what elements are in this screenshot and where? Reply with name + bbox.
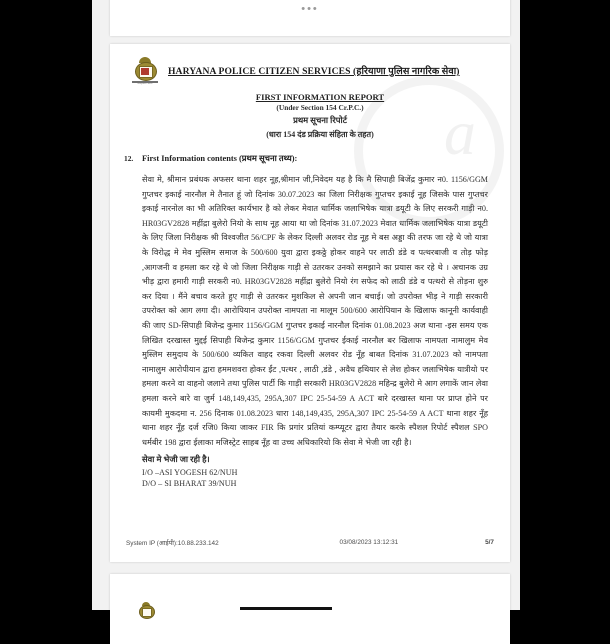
- report-title-block: [110, 92, 510, 140]
- emblem-caption: Haryana Police: [137, 83, 153, 85]
- document-footer: [110, 536, 510, 548]
- watermark-letter: a: [444, 97, 476, 168]
- next-page-emblem-icon: [138, 602, 154, 620]
- report-title-english: FIRST INFORMATION REPORT: [255, 92, 385, 102]
- document-header: [110, 44, 510, 140]
- previous-page-sliver[interactable]: [110, 0, 510, 36]
- section-first-information-contents: [110, 153, 510, 164]
- footer-page-number: 5/7: [485, 538, 494, 546]
- duty-officer-line: D/O – SI BHARAT 39/NUH: [142, 479, 237, 489]
- fir-contents-text: सेवा मे, श्रीमान प्रबंधक अफसर थाना शहर नूह,श्रीमान जी,निवेदम यह है कि मै सिपाही बिजेंद्र कुमार न0. 1156/GGM गुप्तचर इकाई नारनौल मे तैनात हूं जो दिनांक 30.07.2023 का जिला निरीक्षक गुप्तचर इकाई नूह जिसके पास गुप्तचर इकाई नारनोल का भी अतिरिक्त कार्यभार है को लेकर मेवात धार्मिक जलाभिषेक यात्रा डयूटी के लिए सरकरी गाड़ी न0. HR03GV2828 महींद्रा बुलेरो नियो के साथ नूह आया था जो दिनांक 31.07.2023 मेवात धार्मिक जलाभिषेक यात्रा डयूटी के लिए जिला निरीक्षक श्री विश्वजीत 56/CPF के लेकर दिल्ली अलवर रोड नूह मे बस अड्डा की तरफ जा रहे थे जो यात्रा के विरोद्ध मे मेव मुस्लिम समाज के 500/600 युवा द्वारा इकठ्ठे होकर वाहने पर लाठी डंडे व पत्थरबाजी व तोड़ फोड़ ,आगजनी व हमला कर रहे थे जो जिला निरीक्षक गाड़ी से उतरकर उनको समझाने का प्रयास कर रहे थे । अचानक उग्र भीड़ द्वारा हमारी गाड़ी सरकरी न0. HR03GV2828 महींद्रा बुलेरो नियो रंग सफेद को लाठी डंडे व पत्थरो से तोड़ना शुरु कर दिया । मैंने बचाव करते हुए गाड़ी से उतरकर मुशकिल से अपनी जान बचाई। जो उपरोक्त भीड़ ने गाड़ी सरकारी उपरोक्त को आग लगा दी। आरोपियान उपरोक्त नामपता ना मालूम 500/600 आरोपियान के खिलाफ कानूनी कार्यवाही की जाए SD-सिपाही बिजेन्द्र कुमार 1156/GGM गुप्तचर इकाई नारनौल दिनांक 01.08.2023 अज थाना -इस समय एक लिखित दरखास्त मुद्दई सिपाही बिजेन्द्र कुमार 1156/GGM गुप्तचर ईकाई नारनौल बर खिलाफ नामपता नामालुम मेव मुस्लिम समुदाय के 500/600 व्यकित वाहद रकवा दिल्ली अलवर रोड नूँह बाबत दिनांक 31.07.2023 को नामपता नामालुम आरोपीयान द्वारा हममशवरा होकर ईंट ,पत्थर , लाठी ,डंडे , अवैध हथियार से लेश होकर जलाभिषेक यात्रीयो पर हमला करने वा वाहनो जलाने तथा पुलिस पार्टी कि गाड़ी सरकारी HR03GV2828 महिन्द्र बुलेरो मे आग लगाकें जान लेवा हमला करने बारे वा जुर्म 148,149,435, 295A,307 IPC 25-54-59 A ACT बारे दरखास्त थाना पर प्राप्त होने पर कायमी मुकदमा न. 256 दिनाक 01.08.2023 धारा 148,149,435, 295A,307 IPC 25-54-59 A ACT थाना शहर नूँह थाना शहर नूँह दर्ज रजि0 किया जाकर FIR कि प्रगांर प्रतियां कम्प्यूटर द्वारा तैयार करके स्पैशल रिपोर्ट स्पैशल SPO धर्मबीर 198 द्वारा ईलाका मजिस्ट्रेट साहब नूँह वा उच्च अधिकारियो कि सेवा मे भेजी जा रही है।: [142, 175, 488, 447]
- investigating-officer-line: I/O –ASI YOGESH 62/NUH: [142, 467, 238, 477]
- report-subtitle-hindi: (धारा 154 दंड प्रक्रिया संहिता के तहत): [266, 130, 374, 139]
- next-page-sliver[interactable]: [110, 574, 510, 644]
- haryana-police-emblem-icon: [132, 57, 158, 87]
- organization-title: HARYANA POLICE CITIZEN SERVICES (हरियाणा पुलिस नागरिक सेवा): [168, 66, 460, 77]
- document-page-current[interactable]: [110, 44, 510, 562]
- fir-document: [110, 44, 510, 562]
- report-subtitle-english: (Under Section 154 Cr.P.C.): [276, 103, 364, 112]
- footer-timestamp: 03/08/2023 13:12:31: [339, 538, 399, 546]
- section-number: 12.: [124, 154, 134, 163]
- signature-block: [110, 454, 510, 489]
- signature-hindi-line: सेवा मे भेजी जा रही है।: [142, 455, 210, 465]
- page-ellipsis-indicator: •••: [301, 3, 319, 15]
- footer-system-ip: System IP (आईपी):10.88.233.142: [126, 539, 219, 547]
- section-label: First Information contents (प्रथम सूचना तथ्य):: [142, 154, 298, 163]
- report-title-hindi: प्रथम सूचना रिपोर्ट: [293, 116, 347, 125]
